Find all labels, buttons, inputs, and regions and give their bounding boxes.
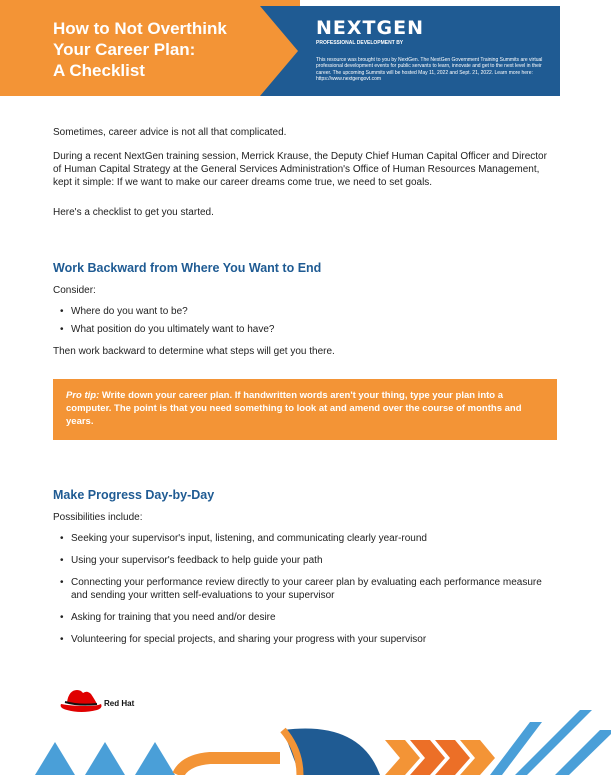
intro-paragraph-3: Here's a checklist to get you started.	[53, 207, 214, 218]
possibilities-list	[60, 533, 550, 656]
nextgen-logo: NEXTGEN	[316, 17, 424, 39]
header-note: This resource was brought to you by NextGen. The NextGen Government Training Summits are virtual professional development events for public servants to learn, innovate and get to the next level in their career. The upcoming Summits will be hosted May 11, 2022 and Sept. 21, 2022. Learn more here: https://www.nextgengovt.com	[316, 57, 543, 83]
pro-tip-box	[53, 379, 557, 440]
list-item: • Seeking your supervisor's input, listening, and communicating clearly year-round	[60, 533, 550, 546]
title-line-1: How to Not Overthink	[53, 19, 227, 38]
work-backward-text: Then work backward to determine what steps will get you there.	[53, 346, 335, 357]
header-banner	[0, 0, 611, 96]
consider-label: Consider:	[53, 285, 96, 296]
pro-tip-text	[66, 389, 546, 428]
list-item: • Where do you want to be?	[60, 306, 550, 319]
list-item: • Asking for training that you need and/or desire	[60, 612, 550, 625]
page-title	[53, 18, 263, 81]
decorative-footer-shapes	[0, 700, 611, 775]
title-line-3: A Checklist	[53, 61, 145, 80]
red-hat-wordmark: Red Hat	[104, 699, 135, 708]
list-item: • Connecting your performance review directly to your career plan by evaluating each performance measure and sending your written self-evaluations to your supervisor	[60, 577, 550, 602]
intro-paragraph-1: Sometimes, career advice is not all that complicated.	[53, 127, 287, 138]
section-heading-make-progress: Make Progress Day-by-Day	[53, 488, 215, 502]
pro-tip-body: Write down your career plan. If handwritten words aren't your thing, type your plan into a computer. The point is that you need something to look at and amend over the course of months and years.	[66, 390, 522, 427]
list-item: • Volunteering for special projects, and sharing your progress with your supervisor	[60, 634, 550, 647]
intro-paragraph-2: During a recent NextGen training session, Merrick Krause, the Deputy Chief Human Capital Officer and Director of Human Capital Strategy at the General Services Administration's Office of Human Resources Management, kept it simple: If we want to make our career dreams come true, we need to set goals.	[53, 151, 547, 188]
pro-tip-label: Pro tip:	[66, 390, 100, 401]
nextgen-logo-subtitle: PROFESSIONAL DEVELOPMENT BY	[316, 40, 404, 46]
section-heading-work-backward: Work Backward from Where You Want to End	[53, 261, 322, 275]
possibilities-label: Possibilities include:	[53, 512, 143, 523]
list-item: • Using your supervisor's feedback to help guide your path	[60, 555, 550, 568]
list-item: • What position do you ultimately want to have?	[60, 324, 550, 337]
title-line-2: Your Career Plan:	[53, 40, 196, 59]
consider-list	[60, 306, 550, 341]
